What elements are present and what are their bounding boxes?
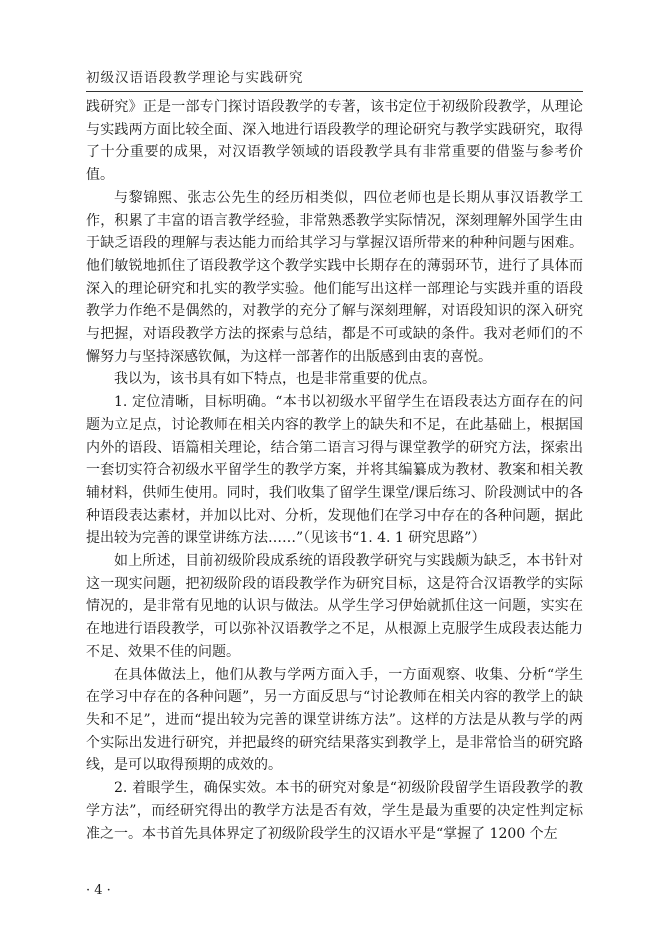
- running-header: 初级汉语语段教学理论与实践研究: [86, 70, 304, 86]
- paragraph: 我以为，该书具有如下特点，也是非常重要的优点。: [114, 371, 436, 388]
- paragraph-point-2: 2. 着眼学生，确保实效。本书的研究对象是“初级阶段留学生语段教学的教学方法”，而经研究得出的教学方法是否有效，学生是最为重要的决定性判定标准之一。本书首先具体界定了初级阶段学生的汉语水平是“掌握了 1200 个左: [86, 780, 583, 842]
- header-rule: [86, 91, 583, 92]
- paragraph: 如上所述，目前初级阶段成系统的语段教学研究与实践颇为缺乏，本书针对这一现实问题，把初级阶段的语段教学作为研究目标，这是符合汉语教学的实际情况的，是非常有见地的认识与做法。从学生学习伊始就抓住这一问题，实实在在地进行语段教学，可以弥补汉语教学之不足，从根源上克服学生成段表达能力不足、效果不佳的问题。: [86, 553, 583, 660]
- paragraph-point-1: 1. 定位清晰，目标明确。“本书以初级水平留学生在语段表达方面存在的问题为立足点，讨论教师在相关内容的教学上的缺失和不足，在此基础上，根据国内外的语段、语篇相关理论，结合第二语言习得与课堂教学的研究方法，探索出一套切实符合初级水平留学生的教学方案，并将其编纂成为教材、教案和相关教辅材料，供师生使用。同时，我们收集了留学生课堂/课后练习、阶段测试中的各种语段表达素材，并加以比对、分析，发现他们在学习中存在的各种问题，据此提出较为完善的课堂讲练方法……”（见该书“1. 4. 1 研究思路”）: [86, 394, 583, 547]
- paragraph-continuation: 践研究》正是一部专门探讨语段教学的专著，该书定位于初级阶段教学，从理论与实践两方面比较全面、深入地进行语段教学的理论研究与教学实践研究，取得了十分重要的成果，对汉语教学领域的语段教学具有非常重要的借鉴与参考价值。: [86, 99, 583, 184]
- paragraph: 与黎锦熙、张志公先生的经历相类似，四位老师也是长期从事汉语教学工作，积累了丰富的语言教学经验，非常熟悉教学实际情况，深刻理解外国学生由于缺乏语段的理解与表达能力而给其学习与掌握汉语所带来的种种问题与困难。他们敏锐地抓住了语段教学这个教学实践中长期存在的薄弱环节，进行了具体而深入的理论研究和扎实的教学实验。他们能写出这样一部理论与实践并重的语段教学力作绝不是偶然的，对教学的充分了解与深刻理解，对语段知识的深入研究与把握，对语段教学方法的探索与总结，都是不可或缺的条件。我对老师们的不懈努力与坚持深感钦佩，为这样一部著作的出版感到由衷的喜悦。: [86, 189, 583, 365]
- paragraph: 在具体做法上，他们从教与学两方面入手，一方面观察、收集、分析“学生在学习中存在的各种问题”，另一方面反思与“讨论教师在相关内容的教学上的缺失和不足”，进而“提出较为完善的课堂讲练方法”。这样的方法是从教与学的两个实际出发进行研究，并把最终的研究结果落实到教学上，是非常恰当的研究路线，是可以取得预期的成效的。: [86, 666, 583, 774]
- page-body: [86, 96, 583, 845]
- page-number: · 4 ·: [86, 883, 111, 898]
